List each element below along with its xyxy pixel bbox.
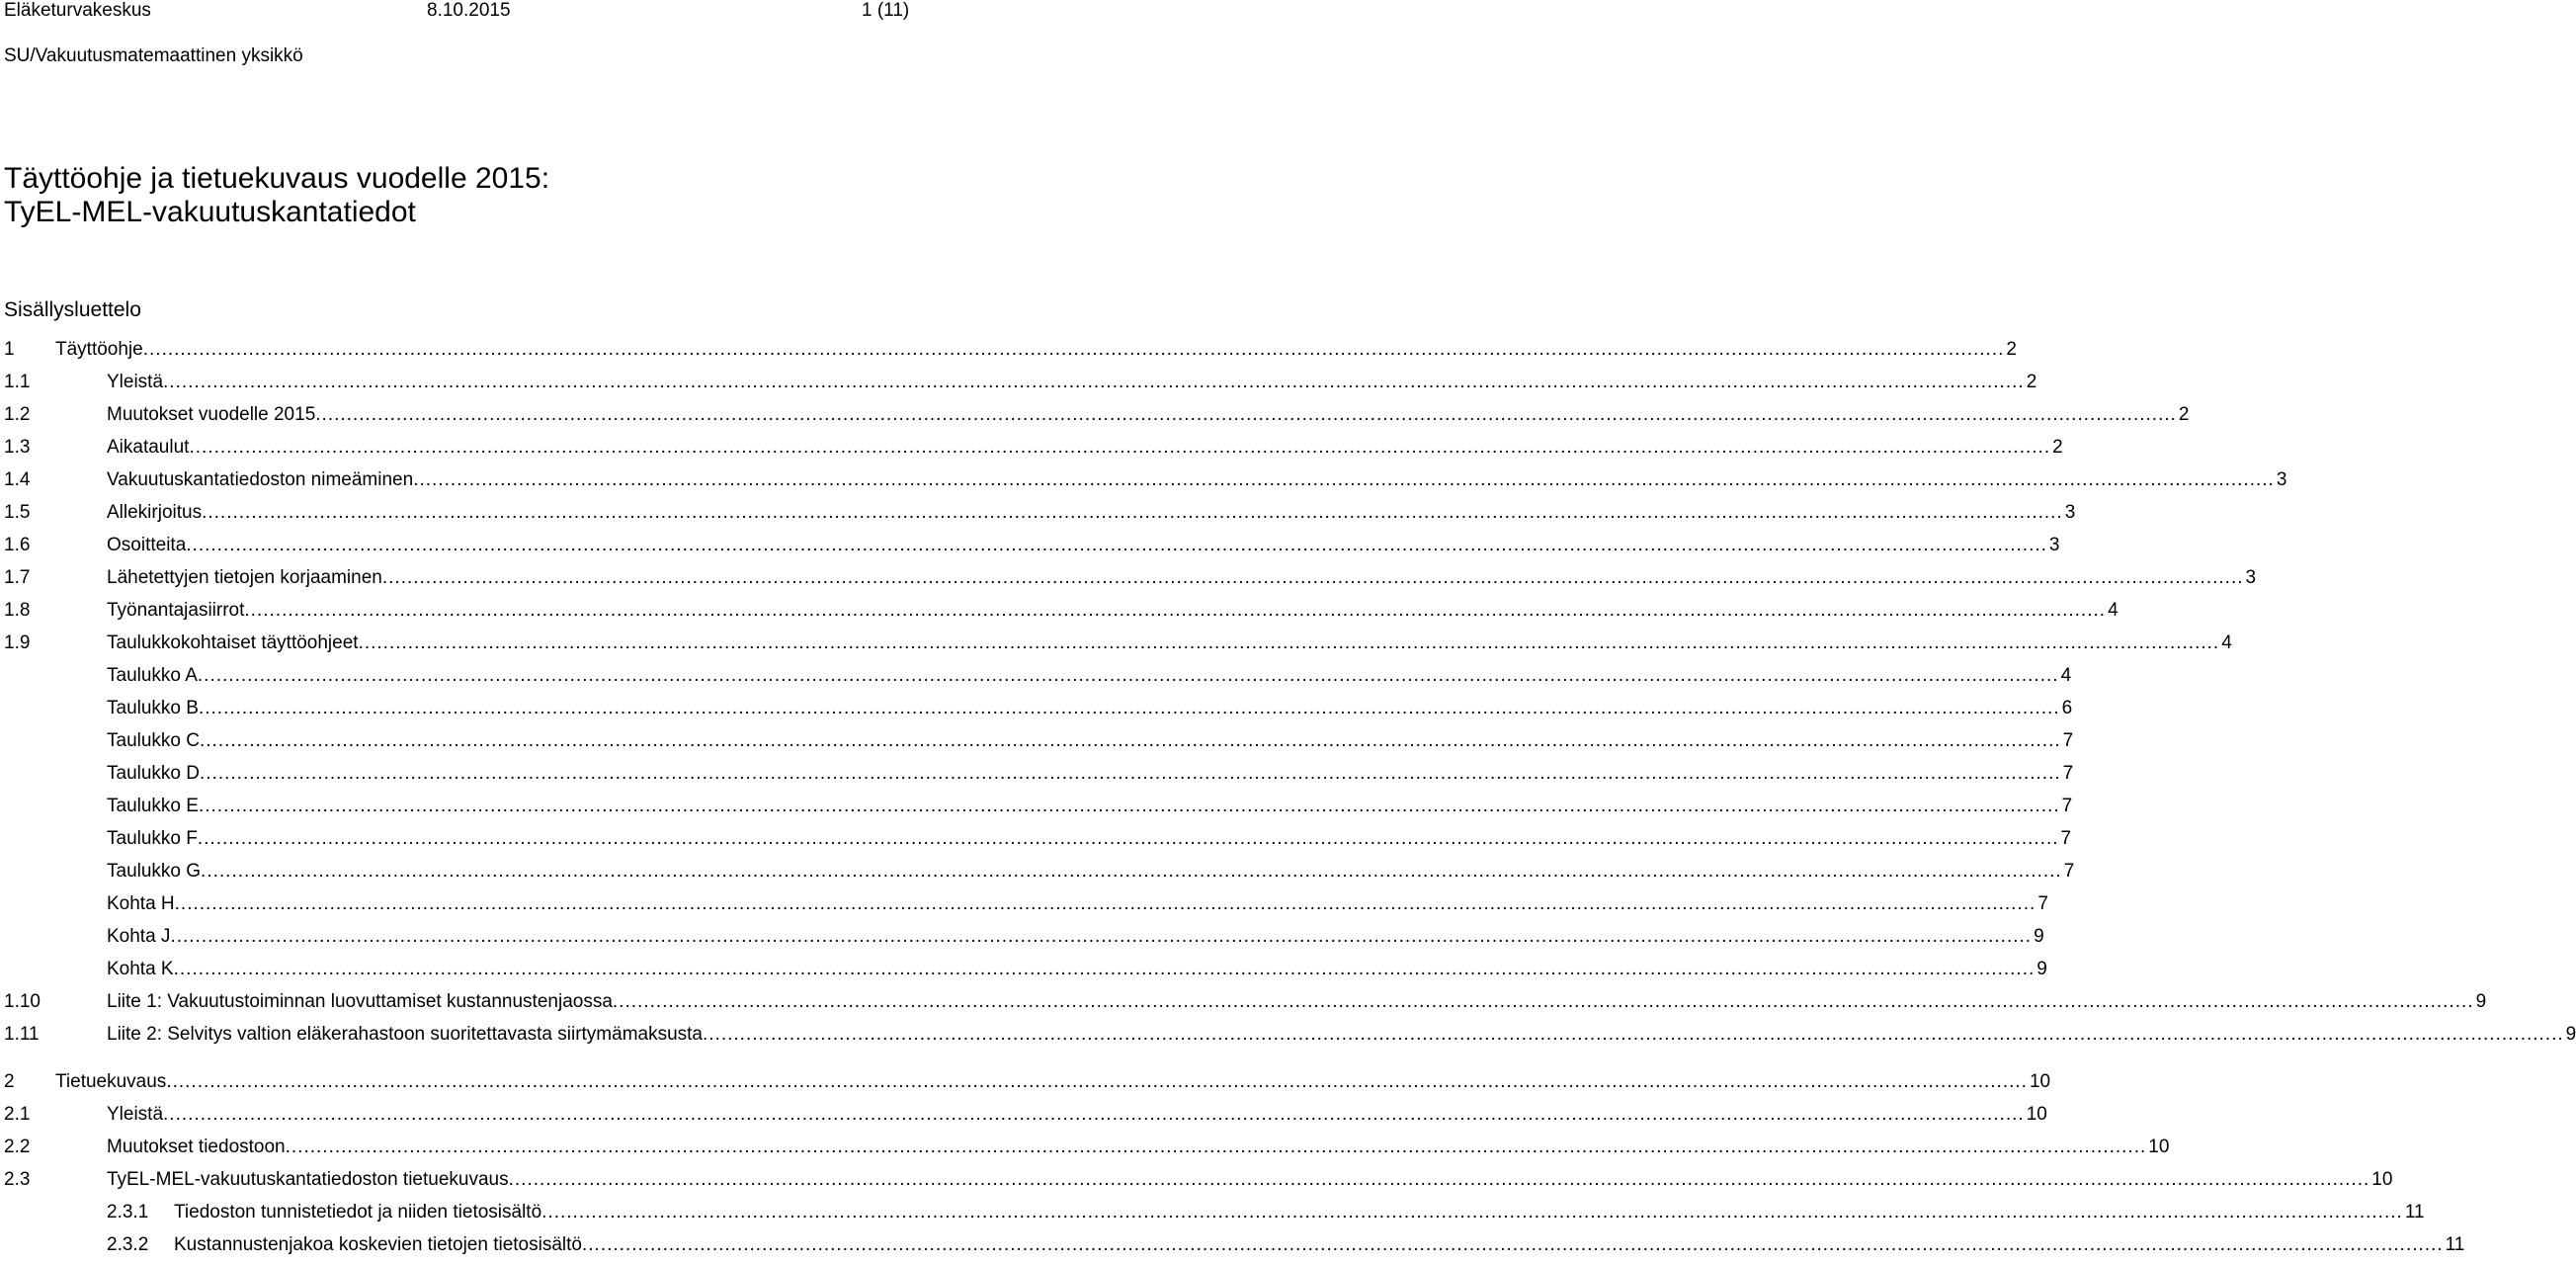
toc-entry-page-number: 2 — [2052, 437, 2063, 458]
toc-entry-number: 1 — [4, 339, 15, 360]
toc-entry-label: Taulukko G — [107, 857, 201, 886]
toc-entry-label: Yleistä — [107, 368, 163, 397]
toc-entry-label: Tietuekuvaus — [55, 1067, 166, 1097]
toc-entry[interactable] — [0, 465, 2287, 495]
toc-entry-number: 1.5 — [4, 502, 31, 523]
toc-entry-page-number: 9 — [2034, 926, 2044, 947]
toc-entry-label: Kohta H — [107, 889, 175, 919]
toc-entry-number: 1.1 — [4, 372, 31, 392]
toc-entry-page-number: 7 — [2060, 828, 2072, 849]
toc-entry-page-number: 11 — [2404, 1202, 2425, 1223]
document-date: 8.10.2015 — [427, 0, 511, 21]
toc-heading: Sisällysluettelo — [4, 298, 141, 321]
toc-entry-number: 2.1 — [4, 1104, 31, 1125]
toc-entry[interactable] — [0, 694, 2073, 723]
toc-entry-number: 1.4 — [4, 469, 31, 490]
toc-dot-leader: ............................................................................................................................................................................................................................................................................................................ — [201, 861, 2062, 882]
toc-entry-page-number: 4 — [2108, 600, 2119, 621]
toc-dot-leader: ............................................................................................................................................................................................................................................................................................................ — [200, 730, 2061, 751]
toc-entry-page-number: 6 — [2061, 698, 2073, 718]
toc-entry-page-number: 10 — [2148, 1137, 2170, 1157]
toc-entry-page-number: 9 — [2036, 959, 2047, 979]
toc-dot-leader: ............................................................................................................................................................................................................................................................................................................ — [200, 763, 2061, 784]
toc-entry[interactable] — [0, 368, 2037, 397]
toc-entry-page-number: 9 — [2475, 991, 2487, 1012]
toc-entry-number: 1.2 — [4, 404, 31, 425]
toc-dot-leader: ............................................................................................................................................................................................................................................................................................................ — [581, 1234, 2444, 1255]
toc-dot-leader: ............................................................................................................................................................................................................................................................................................................ — [244, 600, 2107, 621]
toc-entry[interactable] — [0, 629, 2232, 658]
toc-entry[interactable] — [0, 824, 2072, 854]
toc-entry-number: 2.3.2 — [107, 1234, 149, 1255]
toc-entry-label: Allekirjoitus — [107, 498, 202, 528]
toc-entry-label: Taulukko E — [107, 792, 199, 821]
toc-entry-page-number: 9 — [2565, 1024, 2576, 1045]
toc-dot-leader: ............................................................................................................................................................................................................................................................................................................ — [163, 1104, 2025, 1125]
toc-entry-label: Muutokset vuodelle 2015 — [107, 400, 315, 430]
toc-entry[interactable] — [0, 987, 2487, 1017]
toc-entry-page-number: 7 — [2062, 730, 2074, 751]
toc-entry[interactable] — [0, 563, 2257, 593]
toc-entry[interactable] — [0, 889, 2048, 919]
toc-entry-page-number: 2 — [2026, 372, 2037, 392]
toc-entry-page-number: 7 — [2062, 763, 2074, 784]
toc-entry-label: Osoitteita — [107, 531, 186, 560]
toc-dot-leader: ............................................................................................................................................................................................................................................................................................................ — [142, 339, 2005, 360]
toc-entry[interactable] — [0, 1133, 2170, 1162]
toc-dot-leader: ............................................................................................................................................................................................................................................................................................................ — [508, 1169, 2370, 1190]
toc-entry[interactable] — [0, 1067, 2051, 1097]
toc-entry[interactable] — [0, 726, 2074, 756]
toc-dot-leader: ............................................................................................................................................................................................................................................................................................................ — [198, 796, 2060, 816]
toc-dot-leader: ............................................................................................................................................................................................................................................................................................................ — [381, 567, 2244, 588]
toc-entry-label: Liite 1: Vakuutustoiminnan luovuttamiset kustannustenjaossa — [107, 987, 613, 1017]
toc-entry-label: Muutokset tiedostoon — [107, 1133, 286, 1162]
toc-dot-leader: ............................................................................................................................................................................................................................................................................................................ — [197, 665, 2059, 686]
toc-entry[interactable] — [0, 498, 2076, 528]
toc-dot-leader: ............................................................................................................................................................................................................................................................................................................ — [174, 893, 2036, 914]
toc-dot-leader: ............................................................................................................................................................................................................................................................................................................ — [612, 991, 2474, 1012]
toc-entry[interactable] — [0, 1020, 2576, 1050]
toc-entry[interactable] — [0, 661, 2072, 691]
toc-entry-label: Taulukkokohtaiset täyttöohjeet — [107, 629, 359, 658]
toc-entry[interactable] — [0, 1165, 2393, 1195]
toc-dot-leader: ............................................................................................................................................................................................................................................................................................................ — [173, 959, 2036, 979]
toc-dot-leader: ............................................................................................................................................................................................................................................................................................................ — [358, 632, 2220, 653]
toc-entry-page-number: 7 — [2063, 861, 2075, 882]
toc-entry[interactable] — [0, 531, 2060, 560]
toc-entry-page-number: 2 — [2178, 404, 2190, 425]
unit-name: SU/Vakuutusmatemaattinen yksikkö — [4, 45, 303, 66]
toc-dot-leader: ............................................................................................................................................................................................................................................................................................................ — [413, 469, 2275, 490]
toc-entry-number: 1.3 — [4, 437, 31, 458]
toc-entry-number: 2.3.1 — [107, 1202, 149, 1223]
toc-entry-number: 1.8 — [4, 600, 31, 621]
toc-entry-label: Taulukko C — [107, 726, 200, 756]
toc-entry-page-number: 7 — [2061, 796, 2073, 816]
toc-entry-label: TyEL-MEL-vakuutuskantatiedoston tietuekuvaus — [107, 1165, 509, 1195]
toc-entry-page-number: 10 — [2029, 1071, 2051, 1092]
toc-entry[interactable] — [0, 335, 2017, 365]
toc-entry-page-number: 4 — [2221, 632, 2232, 653]
toc-entry[interactable] — [0, 1198, 2425, 1227]
toc-dot-leader: ............................................................................................................................................................................................................................................................................................................ — [197, 828, 2059, 849]
toc-entry[interactable] — [0, 955, 2047, 984]
toc-dot-leader: ............................................................................................................................................................................................................................................................................................................ — [198, 698, 2060, 718]
toc-entry[interactable] — [0, 596, 2119, 626]
toc-entry-label: Yleistä — [107, 1100, 163, 1130]
toc-entry-number: 1.9 — [4, 632, 31, 653]
toc-entry[interactable] — [0, 400, 2190, 430]
toc-dot-leader: ............................................................................................................................................................................................................................................................................................................ — [189, 437, 2051, 458]
toc-entry-page-number: 11 — [2445, 1234, 2465, 1255]
toc-dot-leader: ............................................................................................................................................................................................................................................................................................................ — [285, 1137, 2147, 1157]
toc-entry[interactable] — [0, 922, 2044, 952]
toc-entry-label: Vakuutuskantatiedoston nimeäminen — [107, 465, 413, 495]
toc-entry-label: Täyttöohje — [55, 335, 143, 365]
toc-entry-number: 1.10 — [4, 991, 41, 1012]
toc-dot-leader: ............................................................................................................................................................................................................................................................................................................ — [315, 404, 2177, 425]
toc-entry[interactable] — [0, 1230, 2465, 1260]
document-title-line-2: TyEL-MEL-vakuutuskantatiedot — [4, 196, 416, 228]
toc-entry[interactable] — [0, 433, 2063, 463]
toc-dot-leader: ............................................................................................................................................................................................................................................................................................................ — [202, 502, 2063, 523]
toc-entry[interactable] — [0, 1100, 2047, 1130]
toc-entry-number: 2.3 — [4, 1169, 31, 1190]
toc-entry-number: 1.11 — [4, 1024, 40, 1045]
toc-entry-page-number: 10 — [2371, 1169, 2393, 1190]
toc-entry[interactable] — [0, 857, 2075, 886]
toc-dot-leader: ............................................................................................................................................................................................................................................................................................................ — [703, 1024, 2564, 1045]
toc-dot-leader: ............................................................................................................................................................................................................................................................................................................ — [186, 535, 2047, 555]
toc-entry[interactable] — [0, 792, 2073, 821]
toc-entry-label: Kohta J — [107, 922, 170, 952]
toc-entry-page-number: 3 — [2064, 502, 2076, 523]
toc-entry-label: Kustannustenjakoa koskevien tietojen tietosisältö — [174, 1230, 582, 1260]
page-counter: 1 (11) — [862, 0, 910, 21]
toc-entry-page-number: 3 — [2048, 535, 2060, 555]
toc-entry[interactable] — [0, 759, 2074, 789]
toc-entry-label: Aikataulut — [107, 433, 189, 463]
toc-entry-label: Kohta K — [107, 955, 174, 984]
toc-entry-number: 2 — [4, 1071, 15, 1092]
toc-dot-leader: ............................................................................................................................................................................................................................................................................................................ — [163, 372, 2025, 392]
toc-entry-page-number: 3 — [2245, 567, 2257, 588]
organization-name: Eläketurvakeskus — [4, 0, 151, 21]
toc-entry-page-number: 10 — [2026, 1104, 2047, 1125]
toc-entry-label: Lähetettyjen tietojen korjaaminen — [107, 563, 382, 593]
toc-entry-page-number: 4 — [2060, 665, 2072, 686]
toc-entry-label: Taulukko D — [107, 759, 200, 789]
toc-entry-label: Taulukko A — [107, 661, 198, 691]
toc-entry-number: 1.6 — [4, 535, 31, 555]
toc-entry-label: Työnantajasiirrot — [107, 596, 244, 626]
document-title-line-1: Täyttöohje ja tietuekuvaus vuodelle 2015: — [4, 162, 550, 195]
toc-entry-page-number: 2 — [2006, 339, 2017, 360]
toc-entry-number: 2.2 — [4, 1137, 31, 1157]
toc-dot-leader: ............................................................................................................................................................................................................................................................................................................ — [166, 1071, 2028, 1092]
toc-entry-label: Liite 2: Selvitys valtion eläkerahastoon suoritettavasta siirtymämaksusta — [107, 1020, 703, 1050]
toc-entry-page-number: 3 — [2276, 469, 2287, 490]
toc-dot-leader: ............................................................................................................................................................................................................................................................................................................ — [541, 1202, 2403, 1223]
toc-entry-label: Tiedoston tunnistetiedot ja niiden tietosisältö — [174, 1198, 541, 1227]
toc-entry-label: Taulukko B — [107, 694, 199, 723]
toc-entry-label: Taulukko F — [107, 824, 198, 854]
toc-entry-page-number: 7 — [2037, 893, 2048, 914]
toc-dot-leader: ............................................................................................................................................................................................................................................................................................................ — [170, 926, 2033, 947]
toc-entry-number: 1.7 — [4, 567, 31, 588]
